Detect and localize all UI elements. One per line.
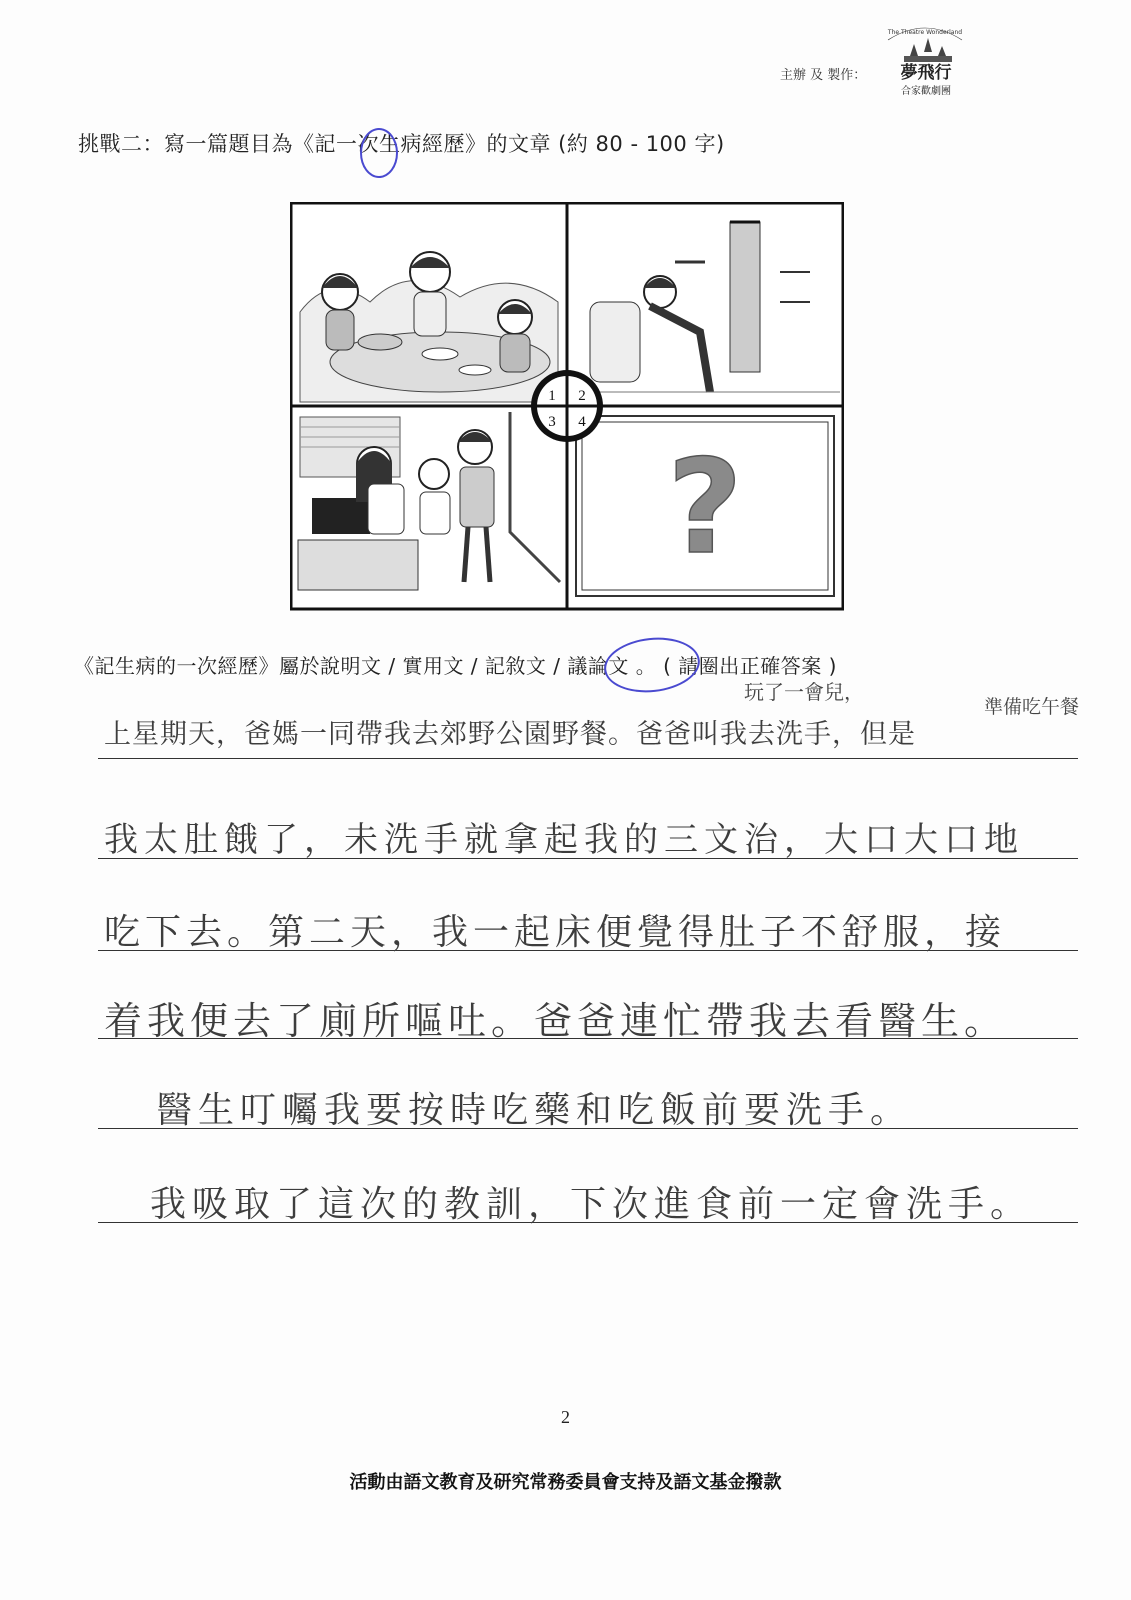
pen-circle-mark [360, 128, 398, 178]
badge-number: 2 [578, 388, 586, 404]
badge-number: 3 [548, 414, 556, 430]
badge-number: 4 [578, 414, 586, 430]
page-number: 2 [561, 1407, 570, 1427]
funding-footer: 活動由語文教育及研究常務委員會支持及語文基金撥款 [349, 1472, 782, 1493]
organizer-label: 主辦 及 製作： [780, 68, 867, 83]
circled-answer-mark [601, 633, 702, 697]
logo-main-text: 夢飛行 [900, 63, 952, 83]
handwritten-line: 我太肚餓了，未洗手就拿起我的三文治，大口大口地 [104, 820, 1024, 860]
comic-panels [290, 202, 844, 622]
handwritten-line: 着我便去了廁所嘔吐。爸爸連忙帶我去看醫生。 [104, 999, 1008, 1043]
panel-order-badge [531, 370, 603, 442]
logo-top-text: The Theatre Wonderland [887, 29, 963, 36]
badge-number: 1 [548, 388, 556, 404]
writing-line [98, 758, 1078, 759]
handwritten-line: 我吸取了這次的教訓，下次進食前一定會洗手。 [150, 1184, 1033, 1225]
panel-mystery [576, 416, 834, 596]
insert-note: 準備吃午餐 [984, 696, 1080, 718]
logo-sub-text: 合家歡劇團 [901, 86, 951, 97]
genre-question: 《記生病的一次經歷》屬於說明文 / 實用文 / 記敘文 / 議論文 。 ( 請圈出正確答案 ) [74, 654, 837, 678]
insert-note: 玩了一會兒， [744, 680, 864, 704]
handwritten-line: 上星期天，爸媽一同帶我去郊野公園野餐。爸爸叫我去洗手，但是 [104, 719, 916, 750]
handwritten-line: 醫生叮囑我要按時吃藥和吃飯前要洗手。 [156, 1090, 913, 1131]
handwritten-line: 吃下去。第二天，我一起床便覺得肚子不舒服，接 [104, 912, 1007, 953]
theatre-logo [880, 22, 970, 102]
challenge-prompt: 挑戰二：寫一篇題目為《記一次生病經歷》的文章 (約 80 - 100 字) [78, 132, 725, 156]
question-mark-symbol: ? [667, 431, 743, 583]
